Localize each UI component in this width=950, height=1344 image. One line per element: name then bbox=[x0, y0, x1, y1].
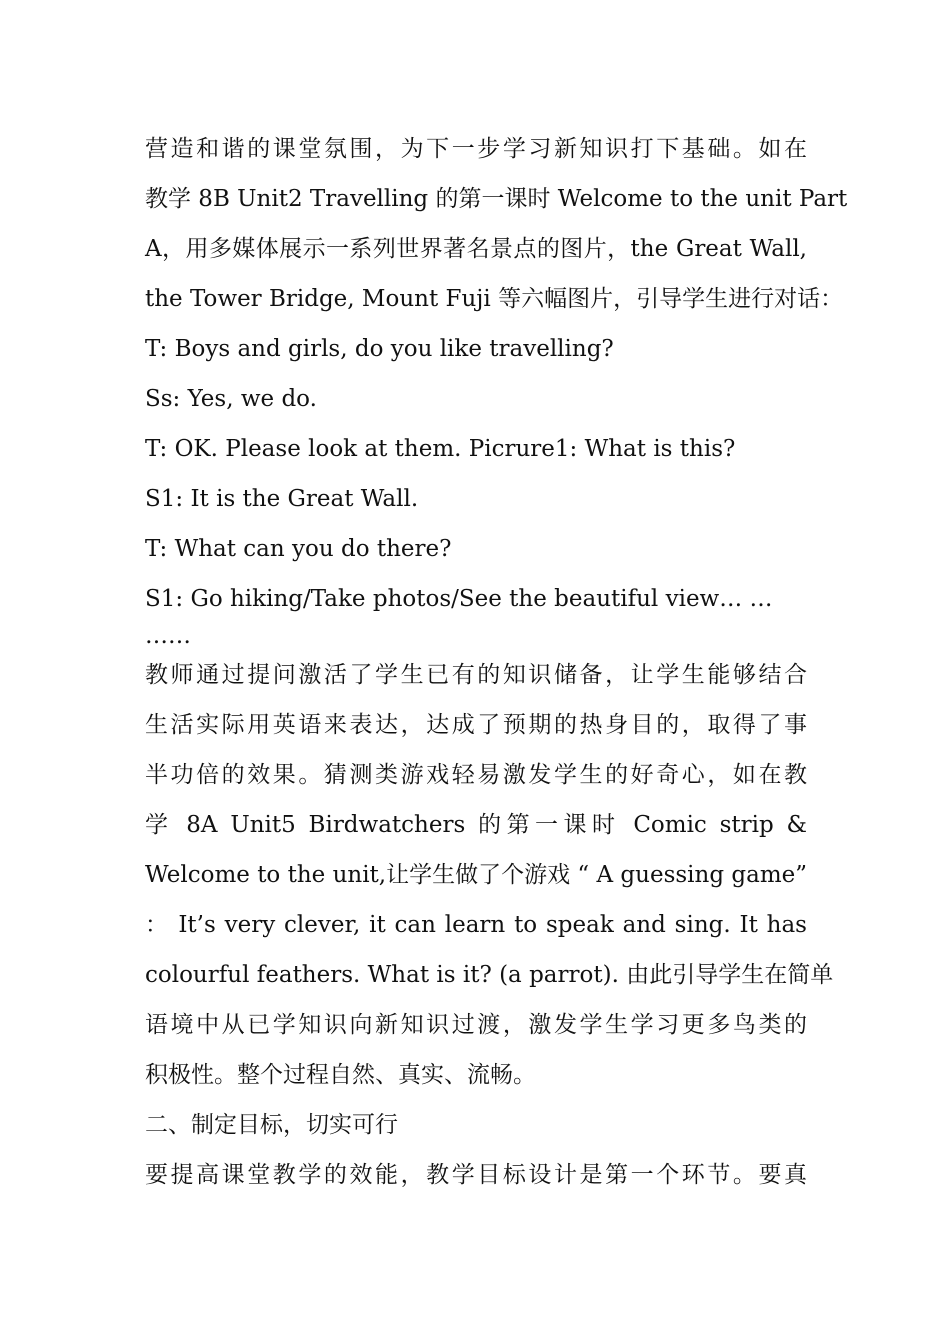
dialogue-line: S1: Go hiking/Take photos/See the beautiful view… … bbox=[145, 586, 773, 612]
paragraph-line: 学 8A Unit5 Birdwatchers 的第一课时 Comic strip & bbox=[145, 812, 807, 838]
paragraph-line: 教学 8B Unit2 Travelling 的第一课时 Welcome to the unit Part bbox=[145, 186, 848, 212]
dialogue-line: T: OK. Please look at them. Picrure1: What is this? bbox=[145, 436, 736, 462]
paragraph-line: Welcome to the unit,让学生做了个游戏 “ A guessing game” bbox=[145, 862, 807, 888]
paragraph-line: 积极性。整个过程自然、真实、流畅。 bbox=[145, 1062, 536, 1088]
paragraph-line: the Tower Bridge, Mount Fuji 等六幅图片，引导学生进行对话： bbox=[145, 286, 844, 312]
paragraph-line: 要提高课堂教学的效能，教学目标设计是第一个环节。要真 bbox=[145, 1162, 807, 1188]
paragraph-line: 语境中从已学知识向新知识过渡，激发学生学习更多鸟类的 bbox=[145, 1012, 807, 1038]
paragraph-line: 营造和谐的课堂氛围，为下一步学习新知识打下基础。如在 bbox=[145, 136, 807, 162]
dialogue-line: S1: It is the Great Wall. bbox=[145, 486, 419, 512]
paragraph-line: ： It’s very clever, it can learn to speak and sing. It has bbox=[145, 912, 807, 938]
document-body bbox=[145, 124, 848, 1200]
section-heading: 二、制定目标，切实可行 bbox=[145, 1112, 398, 1138]
dialogue-line: Ss: Yes, we do. bbox=[145, 386, 317, 412]
paragraph-line: 生活实际用英语来表达，达成了预期的热身目的，取得了事 bbox=[145, 712, 807, 738]
dialogue-line: T: What can you do there? bbox=[145, 536, 452, 562]
paragraph-line: A，用多媒体展示一系列世界著名景点的图片，the Great Wall, bbox=[145, 236, 807, 262]
paragraph-line: 半功倍的效果。猜测类游戏轻易激发学生的好奇心，如在教 bbox=[145, 762, 807, 788]
paragraph-line: colourful feathers. What is it? (a parrot). 由此引导学生在简单 bbox=[145, 962, 834, 988]
dialogue-line: T: Boys and girls, do you like travelling? bbox=[145, 336, 614, 362]
ellipsis-line: …… bbox=[145, 623, 191, 649]
paragraph-line: 教师通过提问激活了学生已有的知识储备，让学生能够结合 bbox=[145, 662, 807, 688]
